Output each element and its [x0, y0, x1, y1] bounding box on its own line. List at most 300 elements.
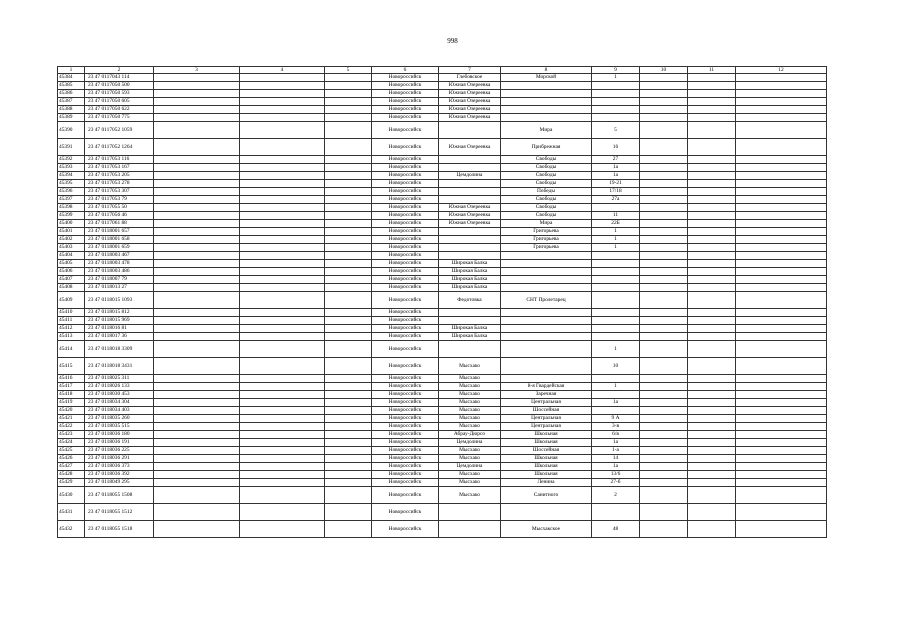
table-row: [58, 284, 827, 292]
table-cell: [154, 90, 240, 98]
table-row: [58, 188, 827, 196]
table-cell: [640, 212, 688, 220]
table-cell: [325, 415, 372, 423]
table-cell: [325, 455, 372, 463]
table-cell: Шоссейная: [501, 447, 592, 455]
table-cell: 27: [592, 156, 640, 164]
table-cell: [688, 317, 736, 325]
table-cell: [688, 431, 736, 439]
table-cell: Широкая Балка: [439, 333, 501, 341]
table-cell: Григорьева: [501, 228, 592, 236]
table-cell: [592, 98, 640, 106]
table-cell: [501, 90, 592, 98]
table-cell: [640, 317, 688, 325]
table-cell: 45429: [58, 479, 85, 487]
table-cell: 1а: [592, 172, 640, 180]
table-cell: [154, 439, 240, 447]
table-cell: 23 47 0118036 225: [85, 447, 154, 455]
table-cell: [592, 292, 640, 309]
table-cell: [154, 309, 240, 317]
table-row: [58, 399, 827, 407]
table-cell: [154, 463, 240, 471]
table-cell: [325, 164, 372, 172]
table-cell: Новороссийск: [372, 284, 439, 292]
table-cell: [154, 252, 240, 260]
table-cell: [640, 164, 688, 172]
table-cell: [154, 504, 240, 521]
table-cell: [501, 341, 592, 358]
table-cell: 45407: [58, 276, 85, 284]
table-cell: Новороссийск: [372, 317, 439, 325]
table-cell: [640, 399, 688, 407]
table-cell: [240, 188, 325, 196]
table-cell: Мысхако: [439, 447, 501, 455]
table-cell: Новороссийск: [372, 139, 439, 156]
table-cell: [640, 341, 688, 358]
table-cell: Широкая Балка: [439, 284, 501, 292]
table-cell: [439, 317, 501, 325]
table-cell: Новороссийск: [372, 212, 439, 220]
column-header: 6: [372, 67, 439, 74]
table-cell: 23 47 0118030 453: [85, 391, 154, 399]
table-cell: [592, 309, 640, 317]
table-cell: [688, 375, 736, 383]
table-cell: [640, 156, 688, 164]
table-row: [58, 504, 827, 521]
table-cell: [325, 156, 372, 164]
table-cell: [154, 325, 240, 333]
table-cell: 23 47 0118013 27: [85, 284, 154, 292]
table-cell: Мысхако: [439, 423, 501, 431]
table-cell: 45431: [58, 504, 85, 521]
table-cell: [688, 415, 736, 423]
table-cell: 1: [592, 383, 640, 391]
table-cell: [240, 268, 325, 276]
table-cell: [736, 415, 827, 423]
table-cell: 45386: [58, 90, 85, 98]
table-cell: 23 47 0118018 3309: [85, 341, 154, 358]
table-cell: 45389: [58, 114, 85, 122]
table-cell: Новороссийск: [372, 521, 439, 538]
table-cell: [501, 276, 592, 284]
table-cell: [501, 106, 592, 114]
table-cell: 23 47 0117056 46: [85, 212, 154, 220]
table-cell: 23 47 0118026 133: [85, 383, 154, 391]
table-cell: 23 47 0118035 260: [85, 415, 154, 423]
table-cell: Мысхако: [439, 407, 501, 415]
table-cell: [640, 82, 688, 90]
table-cell: Свободы: [501, 172, 592, 180]
table-cell: [325, 236, 372, 244]
table-cell: 27а: [592, 196, 640, 204]
table-row: [58, 383, 827, 391]
table-cell: 48: [592, 521, 640, 538]
table-cell: 45428: [58, 471, 85, 479]
table-row: [58, 82, 827, 90]
table-cell: [240, 487, 325, 504]
table-cell: [154, 204, 240, 212]
table-cell: [240, 383, 325, 391]
table-cell: [325, 463, 372, 471]
table-cell: [325, 504, 372, 521]
table-cell: 19-21: [592, 180, 640, 188]
table-cell: Новороссийск: [372, 341, 439, 358]
table-cell: [736, 220, 827, 228]
table-cell: [325, 479, 372, 487]
table-cell: [640, 114, 688, 122]
table-cell: Мира: [501, 220, 592, 228]
table-cell: [640, 407, 688, 415]
table-cell: [640, 236, 688, 244]
table-cell: [736, 139, 827, 156]
table-cell: Южная Озереевка: [439, 139, 501, 156]
table-cell: [640, 284, 688, 292]
table-cell: 45396: [58, 188, 85, 196]
table-cell: [501, 252, 592, 260]
table-cell: [640, 244, 688, 252]
table-cell: Новороссийск: [372, 252, 439, 260]
table-cell: [688, 244, 736, 252]
table-cell: 45405: [58, 260, 85, 268]
table-cell: Новороссийск: [372, 276, 439, 284]
table-cell: [640, 292, 688, 309]
table-cell: [439, 236, 501, 244]
table-cell: [501, 114, 592, 122]
table-cell: [736, 204, 827, 212]
table-cell: [640, 106, 688, 114]
table-cell: 23 47 0118036 191: [85, 439, 154, 447]
page-number: 998: [447, 37, 458, 45]
column-header: 12: [736, 67, 827, 74]
table-cell: [736, 228, 827, 236]
table-cell: [640, 463, 688, 471]
table-cell: [240, 439, 325, 447]
table-cell: [154, 407, 240, 415]
table-cell: 45425: [58, 447, 85, 455]
table-cell: [240, 236, 325, 244]
table-cell: 45430: [58, 487, 85, 504]
table-cell: Санитного: [501, 487, 592, 504]
table-cell: [688, 139, 736, 156]
table-cell: 45423: [58, 431, 85, 439]
table-cell: 17/18: [592, 188, 640, 196]
table-cell: Новороссийск: [372, 391, 439, 399]
table-cell: 23 47 0117053 307: [85, 188, 154, 196]
table-cell: [325, 196, 372, 204]
table-cell: [325, 188, 372, 196]
table-cell: 45392: [58, 156, 85, 164]
table-cell: [154, 74, 240, 82]
table-cell: 45390: [58, 122, 85, 139]
table-cell: 45400: [58, 220, 85, 228]
table-row: [58, 375, 827, 383]
table-cell: [688, 180, 736, 188]
table-cell: [154, 341, 240, 358]
table-cell: [640, 504, 688, 521]
table-cell: 45427: [58, 463, 85, 471]
table-cell: [640, 98, 688, 106]
table-cell: 45415: [58, 358, 85, 375]
table-cell: [688, 325, 736, 333]
table-cell: [688, 521, 736, 538]
table-cell: [325, 252, 372, 260]
table-cell: [688, 309, 736, 317]
table-cell: [736, 188, 827, 196]
table-cell: [736, 292, 827, 309]
table-cell: [501, 358, 592, 375]
table-row: [58, 204, 827, 212]
table-cell: [640, 276, 688, 284]
table-cell: [640, 391, 688, 399]
table-cell: Новороссийск: [372, 122, 439, 139]
table-cell: 23 47 0118025 311: [85, 375, 154, 383]
table-cell: [688, 407, 736, 415]
table-cell: [154, 106, 240, 114]
table-cell: [240, 317, 325, 325]
table-cell: Южная Озереевка: [439, 114, 501, 122]
table-cell: Цемдолина: [439, 172, 501, 180]
table-cell: [688, 196, 736, 204]
table-cell: 23 47 0117050 593: [85, 90, 154, 98]
table-cell: [592, 276, 640, 284]
table-cell: 45417: [58, 383, 85, 391]
table-cell: 45387: [58, 98, 85, 106]
table-cell: Новороссийск: [372, 479, 439, 487]
table-cell: [325, 391, 372, 399]
table-cell: [640, 487, 688, 504]
table-cell: Школьная: [501, 431, 592, 439]
table-cell: [736, 487, 827, 504]
table-cell: 45399: [58, 212, 85, 220]
table-cell: [640, 431, 688, 439]
table-cell: Новороссийск: [372, 268, 439, 276]
table-cell: [640, 325, 688, 333]
table-cell: Новороссийск: [372, 415, 439, 423]
table-cell: 23 47 0118015 812: [85, 309, 154, 317]
table-cell: [640, 180, 688, 188]
table-cell: [688, 82, 736, 90]
table-cell: [736, 504, 827, 521]
table-cell: [736, 463, 827, 471]
table-cell: 45420: [58, 407, 85, 415]
table-cell: 3-в: [592, 423, 640, 431]
table-cell: Цемдолина: [439, 463, 501, 471]
table-cell: [154, 98, 240, 106]
table-cell: Новороссийск: [372, 455, 439, 463]
table-cell: [325, 407, 372, 415]
table-cell: 23 47 0118034 304: [85, 399, 154, 407]
table-cell: [154, 139, 240, 156]
table-cell: Новороссийск: [372, 74, 439, 82]
table-cell: Шоссейная: [501, 407, 592, 415]
table-cell: [240, 122, 325, 139]
table-cell: [325, 98, 372, 106]
table-cell: [501, 268, 592, 276]
table-cell: 23 47 0117050 605: [85, 98, 154, 106]
table-cell: [640, 252, 688, 260]
table-cell: [736, 106, 827, 114]
table-cell: 23 47 0117043 114: [85, 74, 154, 82]
data-table: [57, 66, 827, 538]
table-cell: [688, 284, 736, 292]
table-cell: Новороссийск: [372, 471, 439, 479]
table-cell: Новороссийск: [372, 114, 439, 122]
table-cell: 23 47 0118036 291: [85, 455, 154, 463]
table-cell: [240, 228, 325, 236]
table-cell: [736, 431, 827, 439]
table-cell: [592, 268, 640, 276]
table-cell: [240, 375, 325, 383]
table-cell: 14: [592, 455, 640, 463]
column-header: 10: [640, 67, 688, 74]
table-cell: Новороссийск: [372, 260, 439, 268]
table-cell: Новороссийск: [372, 106, 439, 114]
table-cell: 23 47 0117053 116: [85, 156, 154, 164]
table-cell: [154, 521, 240, 538]
table-cell: 23 47 0117050 775: [85, 114, 154, 122]
table-cell: Школьная: [501, 463, 592, 471]
table-cell: 1а: [592, 463, 640, 471]
table-cell: 45410: [58, 309, 85, 317]
table-row: [58, 325, 827, 333]
table-row: [58, 333, 827, 341]
table-cell: [154, 415, 240, 423]
table-cell: [240, 415, 325, 423]
table-row: [58, 423, 827, 431]
table-cell: [240, 252, 325, 260]
table-cell: 1: [592, 228, 640, 236]
table-cell: 23 47 0118001 658: [85, 236, 154, 244]
table-cell: 23 47 0117061 88: [85, 220, 154, 228]
table-cell: 23 47 0118036 373: [85, 463, 154, 471]
table-cell: 45412: [58, 325, 85, 333]
table-cell: [325, 399, 372, 407]
table-cell: 23 47 0118001 657: [85, 228, 154, 236]
table-cell: [592, 90, 640, 98]
column-header: 1: [58, 67, 85, 74]
table-cell: [688, 74, 736, 82]
table-cell: 10: [592, 358, 640, 375]
table-cell: 23 47 0117053 278: [85, 180, 154, 188]
table-cell: [154, 164, 240, 172]
table-cell: [736, 399, 827, 407]
table-cell: [240, 106, 325, 114]
table-cell: [240, 98, 325, 106]
table-cell: [325, 487, 372, 504]
table-cell: [640, 74, 688, 82]
table-cell: [501, 309, 592, 317]
column-header: 7: [439, 67, 501, 74]
table-cell: 45409: [58, 292, 85, 309]
table-cell: Глебовское: [439, 74, 501, 82]
table-row: [58, 479, 827, 487]
table-cell: [736, 172, 827, 180]
table-cell: [154, 317, 240, 325]
table-cell: [154, 180, 240, 188]
table-cell: Новороссийск: [372, 292, 439, 309]
table-cell: [154, 236, 240, 244]
table-cell: Мысхако: [439, 471, 501, 479]
table-cell: [736, 212, 827, 220]
table-row: [58, 407, 827, 415]
table-cell: [736, 309, 827, 317]
table-cell: [501, 82, 592, 90]
table-cell: [154, 172, 240, 180]
table-cell: [240, 341, 325, 358]
table-cell: [688, 114, 736, 122]
table-cell: [240, 139, 325, 156]
table-cell: [592, 407, 640, 415]
table-cell: 5: [592, 122, 640, 139]
table-cell: [240, 244, 325, 252]
table-header-row: [58, 67, 827, 74]
table-cell: 45422: [58, 423, 85, 431]
table-cell: [240, 204, 325, 212]
table-row: [58, 114, 827, 122]
table-cell: [640, 447, 688, 455]
table-cell: 23 47 0118001 659: [85, 244, 154, 252]
table-cell: Новороссийск: [372, 407, 439, 415]
table-cell: [688, 220, 736, 228]
table-cell: СНТ Пролетарец: [501, 292, 592, 309]
table-cell: Новороссийск: [372, 399, 439, 407]
table-cell: [736, 375, 827, 383]
table-cell: Новороссийск: [372, 164, 439, 172]
table-row: [58, 439, 827, 447]
table-cell: [154, 292, 240, 309]
table-cell: [688, 236, 736, 244]
table-cell: [736, 439, 827, 447]
table-cell: [688, 333, 736, 341]
table-cell: Новороссийск: [372, 487, 439, 504]
table-cell: [154, 188, 240, 196]
table-cell: 45393: [58, 164, 85, 172]
table-cell: [736, 317, 827, 325]
column-header: 11: [688, 67, 736, 74]
table-cell: 45398: [58, 204, 85, 212]
table-cell: [640, 260, 688, 268]
table-cell: [736, 244, 827, 252]
table-cell: [325, 122, 372, 139]
table-cell: 13/6: [592, 471, 640, 479]
table-cell: Цемдолина: [439, 439, 501, 447]
table-cell: [240, 180, 325, 188]
table-cell: [688, 268, 736, 276]
table-cell: [736, 423, 827, 431]
table-cell: [325, 292, 372, 309]
table-cell: [154, 260, 240, 268]
table-cell: [154, 487, 240, 504]
table-cell: Григорьева: [501, 244, 592, 252]
table-cell: Широкая Балка: [439, 268, 501, 276]
table-row: [58, 276, 827, 284]
table-cell: Новороссийск: [372, 172, 439, 180]
table-cell: 45401: [58, 228, 85, 236]
table-cell: [736, 471, 827, 479]
table-cell: Свободы: [501, 212, 592, 220]
table-row: [58, 90, 827, 98]
table-cell: Новороссийск: [372, 504, 439, 521]
table-cell: [501, 317, 592, 325]
table-cell: Новороссийск: [372, 463, 439, 471]
table-cell: [640, 220, 688, 228]
table-cell: [688, 439, 736, 447]
table-cell: [688, 341, 736, 358]
table-cell: Мысхакское: [501, 521, 592, 538]
table-cell: [240, 196, 325, 204]
table-cell: Южная Озереевка: [439, 220, 501, 228]
table-cell: [240, 309, 325, 317]
